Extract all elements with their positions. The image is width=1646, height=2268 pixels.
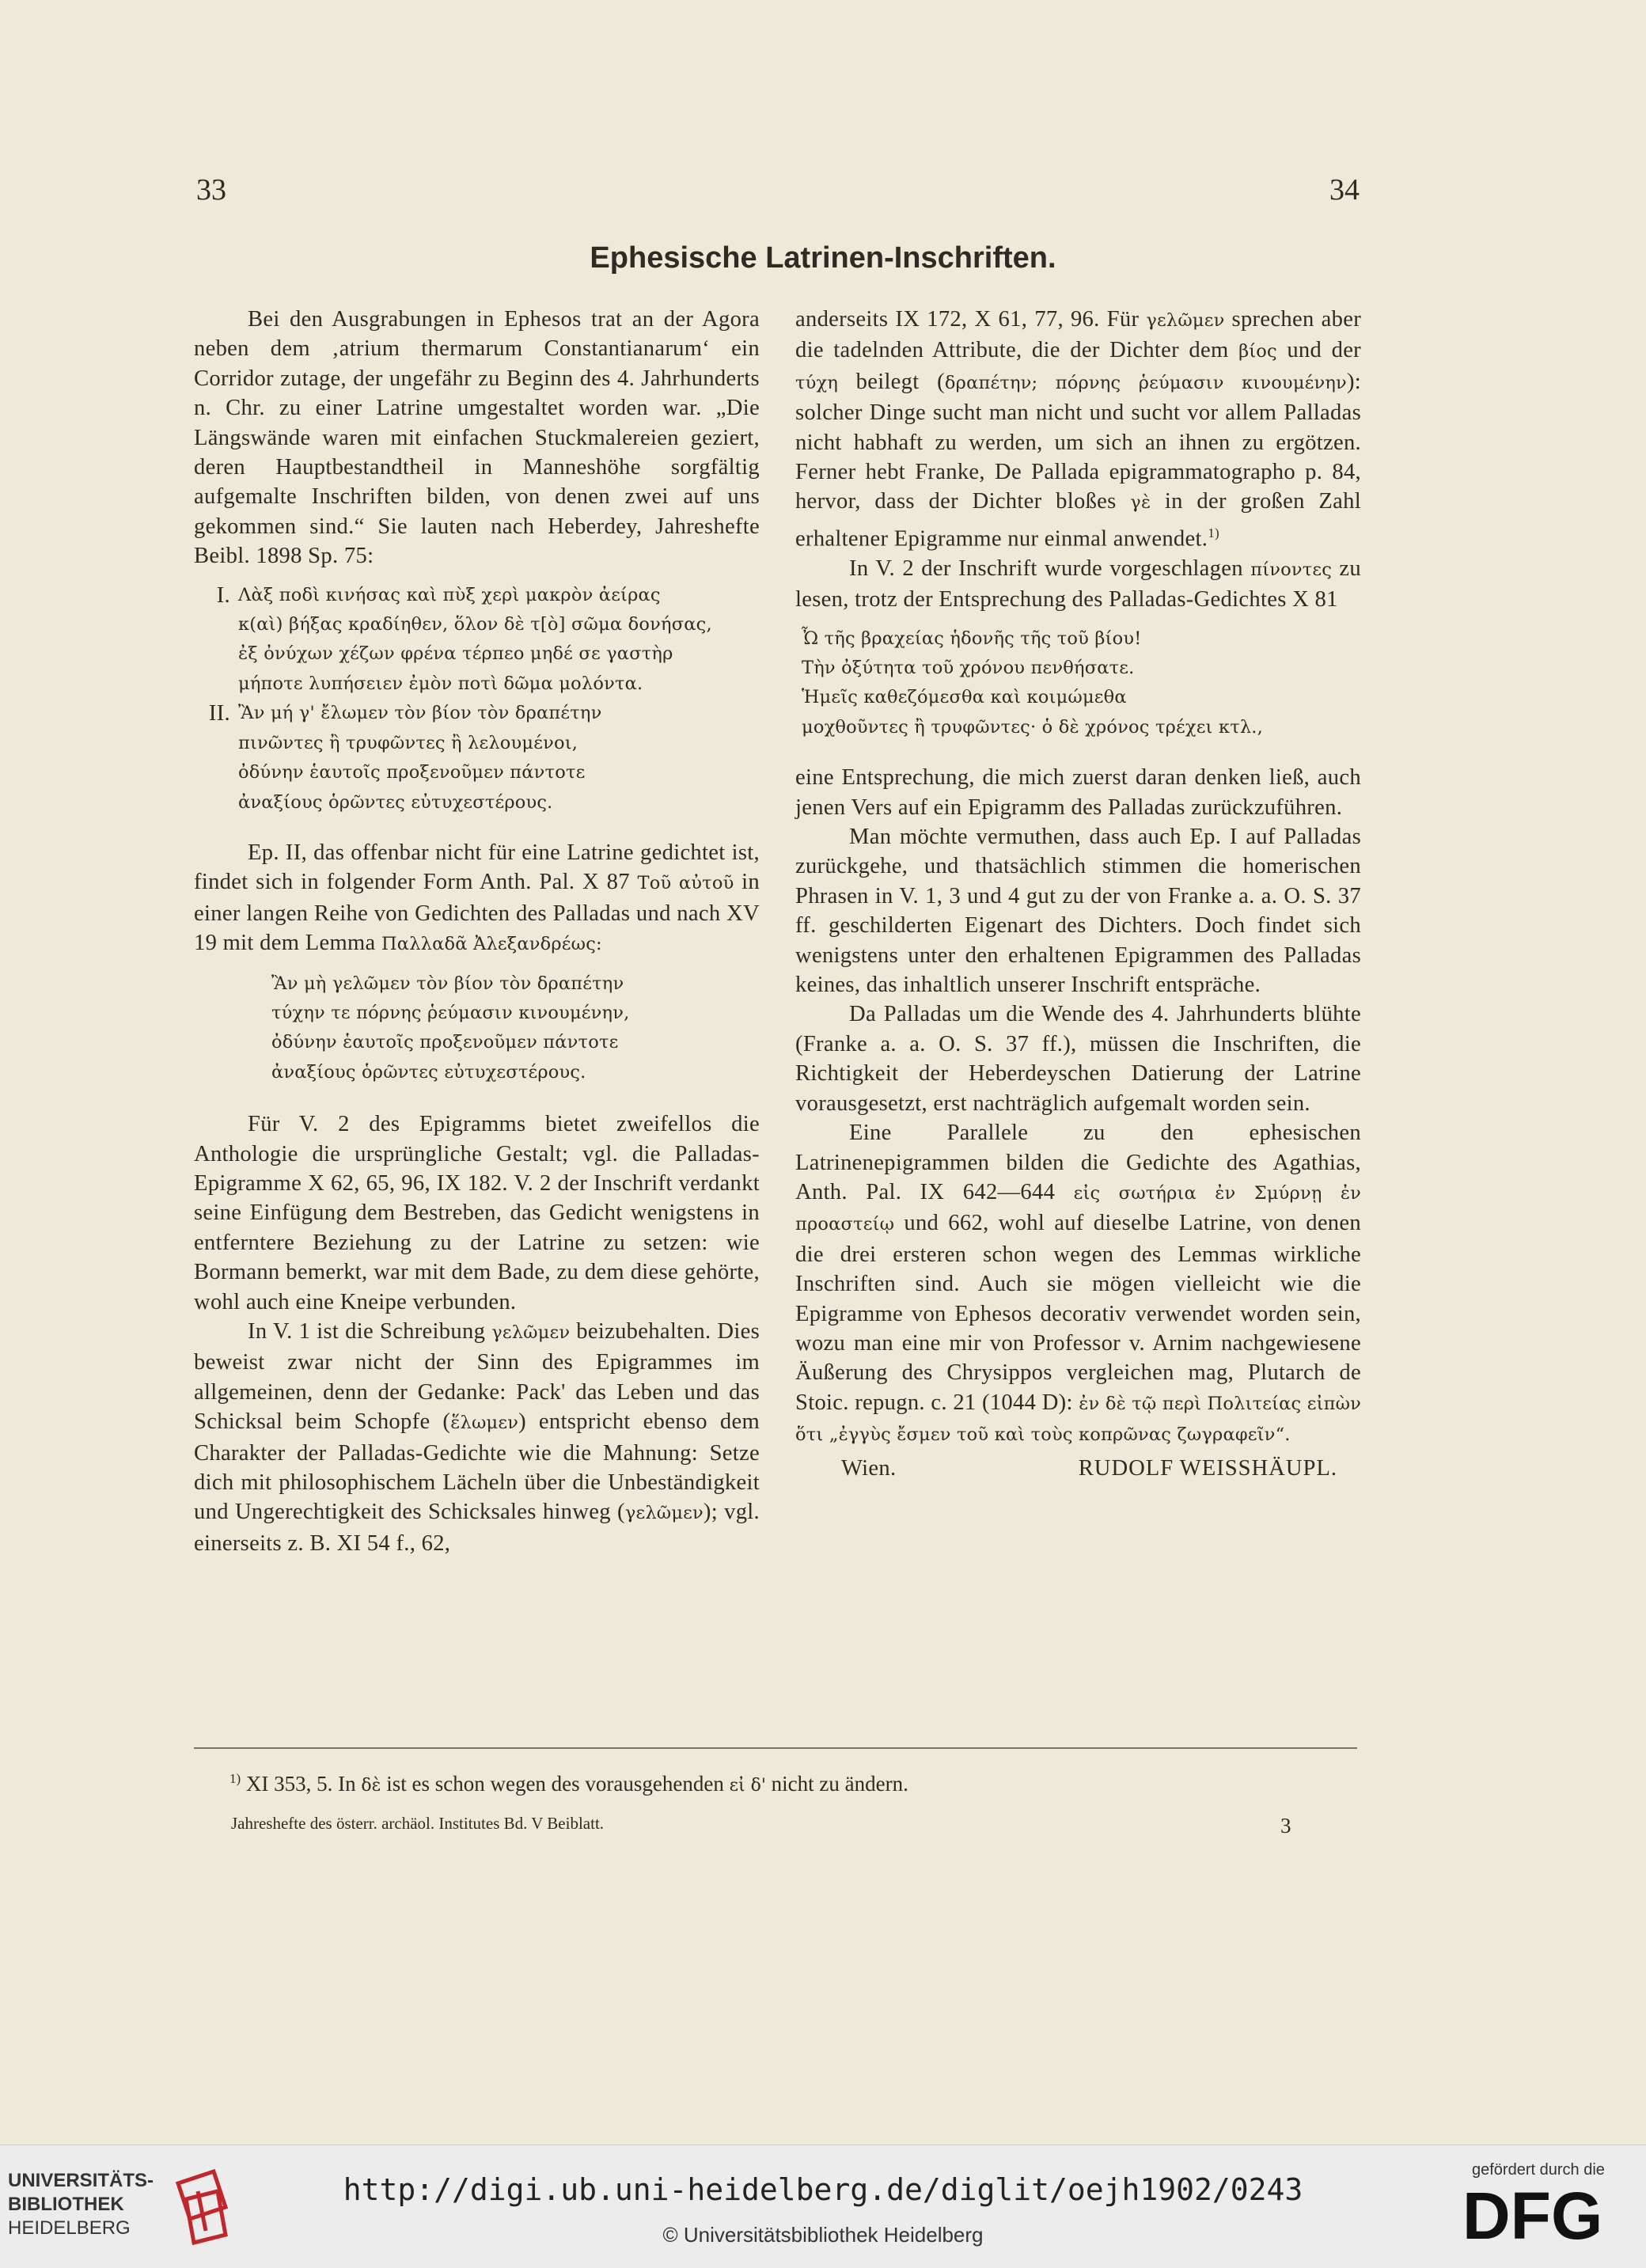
poem-line: ἀναξίους ὁρῶντες εὐτυχεστέρους. — [238, 791, 553, 813]
paragraph: eine Entsprechung, die mich zuerst daran denken ließ, auch jenen Vers auf ein Epigramm des Palladas zurückzuführen. — [795, 765, 1361, 820]
page-number-right: 34 — [1329, 173, 1360, 207]
signature-place: Wien. — [841, 1455, 897, 1481]
viewer-footer — [0, 2145, 1646, 2268]
footnote-divider — [194, 1747, 1357, 1749]
poem-line: πινῶντες ἢ τρυφῶντες ἢ λελουμένοι, — [238, 732, 578, 753]
poem-line: ὀδύνην ἑαυτοῖς προξενοῦμεν πάντοτε — [238, 762, 586, 783]
paragraph: Man möchte vermuthen, dass auch Ep. I auf Palladas zurückgehe, und thatsächlich stimmen die homerischen Phrasen in V. 1, 3 und 4 gut zu der von Franke a. a. O. S. 37 ff. geschilderten Eigenart des Dichters. Doch findet sich wenigstens unter den erhaltenen Epigrammen des Palladas keines, das inhaltlich unserer Inschrift entspräche. — [795, 825, 1361, 998]
poem-line: ἐξ ὀνύχων χέζων φρένα τέρπεο μηδέ σε γαστὴρ — [238, 643, 673, 665]
poem-line: μήποτε λυπήσειεν ἐμὸν ποτὶ δῶμα μολόντα. — [238, 673, 643, 694]
paragraph: Bei den Ausgrabungen in Ephesos trat an der Agora neben dem ‚atrium thermarum Constantianarum‘ ein Corridor zutage, der ungefähr zu Beginn des 4. Jahrhunderts n. Chr. zu einer Latrine umgestaltet worden war. „Die Längswände waren mit einfachen Stuckmalereien geziert, deren Hauptbestandtheil in Manneshöhe sorgfältig aufgemalte Inschriften bilden, von denen zwei auf uns gekommen sind.“ Sie lauten nach Heberdey, Jahreshefte Beibl. 1898 Sp. 75: — [194, 307, 760, 569]
paragraph: anderseits IX 172, X 61, 77, 96. Für γελῶμεν sprechen aber die tadelnden Attribute, die der Dichter dem βίος und der τύχη beilegt (δραπέτην; πόρνης ῥεύμασιν κινουμένην): solcher Dinge sucht man nicht und sucht vor allem Palladas nicht habhaft zu werden, um sich an ihnen zu ergötzen. Ferner hebt Franke, De Pallada epigrammatographo p. 84, hervor, dass der Dichter bloßes γὲ in der großen Zahl erhaltener Epigramme nur einmal anwendet.$^{1)}$ — [795, 307, 1362, 552]
page-number-left: 33 — [196, 173, 226, 207]
poem-line: τύχην τε πόρνης ῥεύμασιν κινουμένην, — [271, 1002, 630, 1023]
article-title: Ephesische Latrinen-Inschriften. — [590, 241, 1056, 275]
paragraph: Da Palladas um die Wende des 4. Jahrhunderts blühte (Franke a. a. O. S. 37 ff.), müssen die Inschriften, die Richtigkeit der Heberdeyschen Datierung der Latrine vorausgesetzt, erst nachträglich aufgemalt worden sein. — [795, 1002, 1361, 1116]
paragraph: Ep. II, das offenbar nicht für eine Latrine gedichtet ist, findet sich in folgender Form Anth. Pal. X 87 Τοῦ αὐτοῦ in einer langen Reihe von Gedichten des Palladas und nach XV 19 mit dem Lemma Παλλαδᾶ Ἀλεξανδρέως: — [194, 840, 760, 956]
poem-line: I. Λὰξ ποδὶ κινήσας καὶ πὺξ χερὶ μακρὸν ἀείρας — [216, 582, 661, 608]
dfg-logo[interactable] — [1462, 2183, 1629, 2250]
poem-line: Ὦ τῆς βραχείας ἡδονῆς τῆς τοῦ βίου! — [802, 628, 1142, 649]
left-column — [194, 305, 760, 1558]
journal-signature: Jahreshefte des österr. archäol. Institutes Bd. V Beiblatt. — [231, 1814, 605, 1833]
signature-author: RUDOLF WEISSHÄUPL. — [1078, 1455, 1337, 1481]
poem-line: μοχθοῦντες ἢ τρυφῶντες· ὁ δὲ χρόνος τρέχει κτλ., — [802, 716, 1264, 738]
poem-line: Ἂν μὴ γελῶμεν τὸν βίον τὸν δραπέτην — [271, 973, 624, 994]
paragraph: In V. 1 ist die Schreibung γελῶμεν beizubehalten. Dies beweist zwar nicht der Sinn des Epigrammes im allgemeinen, denn der Gedanke: Pack' das Leben und das Schicksal beim Schopfe (ἕλωμεν) entspricht ebenso dem Charakter der Palladas-Gedichte wie die Mahnung: Setze dich mit philosophischem Lächeln über die Unbeständigkeit und Ungerechtigkeit des Schicksales hinweg (γελῶμεν); vgl. einerseits z. B. XI 54 f., 62, — [194, 1319, 760, 1556]
right-column — [795, 305, 1361, 1483]
poem-line: ὀδύνην ἑαυτοῖς προξενοῦμεν πάντοτε — [271, 1032, 619, 1053]
poem-line: Τὴν ὀξύτητα τοῦ χρόνου πενθήσατε. — [802, 658, 1135, 678]
paragraph: Für V. 2 des Epigramms bietet zweifellos die Anthologie die ursprüngliche Gestalt; vgl. die Palladas-Epigramme X 62, 65, 96, IX 182. V. 2 der Inschrift verdankt seine Einfügung dem Bestreben, das Gedicht wenigstens in entferntere Beziehung zu der Latrine zu setzen: wie Bormann bemerkt, war mit dem Bade, zu dem diese gehörte, wohl auch eine Kneipe verbunden. — [194, 1112, 760, 1314]
dfg-logo-text: DFG — [1462, 2183, 1603, 2247]
permalink-url[interactable]: http://digi.ub.uni-heidelberg.de/diglit/oejh1902/0243 — [343, 2172, 1303, 2207]
library-name: UNIVERSITÄTS- BIBLIOTHEK HEIDELBERG — [8, 2170, 154, 2239]
funding-note: gefördert durch die — [1472, 2161, 1605, 2179]
inscription-poem — [194, 581, 760, 817]
footnote: $^{1)}$ XI 353, 5. In δὲ ist es schon wegen des vorausgehenden εἰ δ' nicht zu ändern. — [229, 1771, 908, 1796]
sheet-number: 3 — [1280, 1814, 1291, 1838]
signature — [795, 1454, 1361, 1483]
poem-line: κ(αὶ) βήξας κραδίηθεν, ὅλον δὲ τ[ὸ] σῶμα δονήσας, — [238, 614, 712, 635]
poem-line: Ἡμεῖς καθεζόμεσθα καὶ κοιμώμεθα — [802, 687, 1127, 708]
copyright-text: © Universitätsbibliothek Heidelberg — [662, 2223, 984, 2247]
paragraph: In V. 2 der Inschrift wurde vorgeschlagen πίνοντες zu lesen, trotz der Entsprechung des Palladas-Gedichtes X 81 — [795, 556, 1362, 613]
anthology-poem — [194, 969, 760, 1088]
poem-line: ἀναξίους ὁρῶντες εὐτυχεστέρους. — [271, 1061, 586, 1083]
footnote-reference: 1) — [1208, 525, 1219, 540]
palladas-poem — [795, 624, 1361, 743]
poem-line: II. Ἂν μή γ' ἔλωμεν τὸν βίον τὸν δραπέτην — [208, 701, 602, 726]
paragraph: Eine Parallele zu den ephesischen Latrinenepigrammen bilden die Gedichte des Agathias, Anth. Pal. IX 642—644 εἰς σωτήρια ἐν Σμύρνῃ ἐν προαστείῳ und 662, wohl auf dieselbe Latrine, von denen die drei ersteren schon wegen des Lemmas wirkliche Inschriften sind. Auch sie mögen vielleicht wie die Epigramme von Ephesos decorativ verwendet worden sein, wozu man eine mir von Professor v. Arnim nachgewiesene Äußerung des Chrysippos vergleichen mag, Plutarch de Stoic. repugn. c. 21 (1044 D): ἐν δὲ τῷ περὶ Πολιτείας εἰπὼν ὅτι „ἐγγὺς ἔσμεν τοῦ καὶ τοὺς κοπρῶνας ζωγραφεῖν“. — [795, 1121, 1362, 1446]
